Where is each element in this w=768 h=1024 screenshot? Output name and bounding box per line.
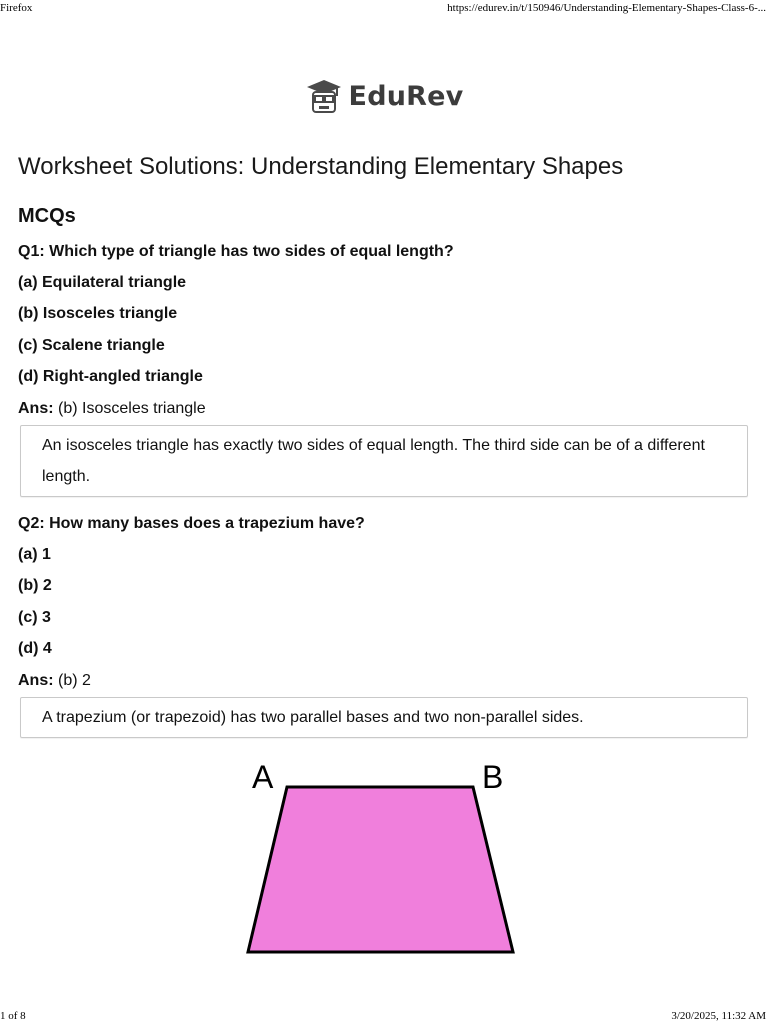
page-indicator: 1 of 8 (0, 1010, 26, 1022)
vertex-label-b: B (482, 759, 504, 795)
trapezium-figure (240, 752, 530, 962)
question-1: Q1: Which type of triangle has two sides of equal length? (18, 243, 454, 260)
q2-option-d: (d) 4 (18, 640, 52, 657)
q2-option-a: (a) 1 (18, 546, 51, 563)
edurev-logo[interactable] (0, 78, 768, 114)
q1-answer-label: Ans: (18, 400, 54, 417)
q1-option-d: (d) Right-angled triangle (18, 368, 203, 385)
q2-answer (18, 671, 91, 691)
print-timestamp: 3/20/2025, 11:32 AM (671, 1010, 766, 1022)
logo-text: EduRev (348, 80, 464, 112)
q2-answer-value: (b) 2 (58, 672, 91, 689)
question-2: Q2: How many bases does a trapezium have? (18, 515, 365, 532)
q1-answer (18, 399, 206, 419)
trapezium-shape (248, 787, 513, 952)
q2-option-b: (b) 2 (18, 577, 52, 594)
q1-option-b: (b) Isosceles triangle (18, 305, 178, 322)
q1-option-c: (c) Scalene triangle (18, 337, 165, 354)
q2-explanation: A trapezium (or trapezoid) has two parallel bases and two non-parallel sides. (20, 697, 748, 738)
q1-option-a: (a) Equilateral triangle (18, 274, 187, 291)
graduate-mascot-icon (305, 78, 343, 114)
q2-option-c: (c) 3 (18, 609, 51, 626)
print-header (0, 2, 768, 14)
print-footer (0, 1010, 768, 1022)
section-title: MCQs (18, 205, 76, 227)
q1-answer-value: (b) Isosceles triangle (58, 400, 206, 417)
page-url: https://edurev.in/t/150946/Understanding-Elementary-Shapes-Class-6-... (447, 2, 766, 14)
q1-explanation: An isosceles triangle has exactly two sides of equal length. The third side can be of a different length. (20, 425, 748, 497)
trapezium-diagram (240, 752, 530, 957)
vertex-label-a: A (252, 759, 274, 795)
browser-name: Firefox (0, 2, 33, 14)
q2-answer-label: Ans: (18, 672, 54, 689)
page-title: Worksheet Solutions: Understanding Elementary Shapes (18, 153, 624, 180)
